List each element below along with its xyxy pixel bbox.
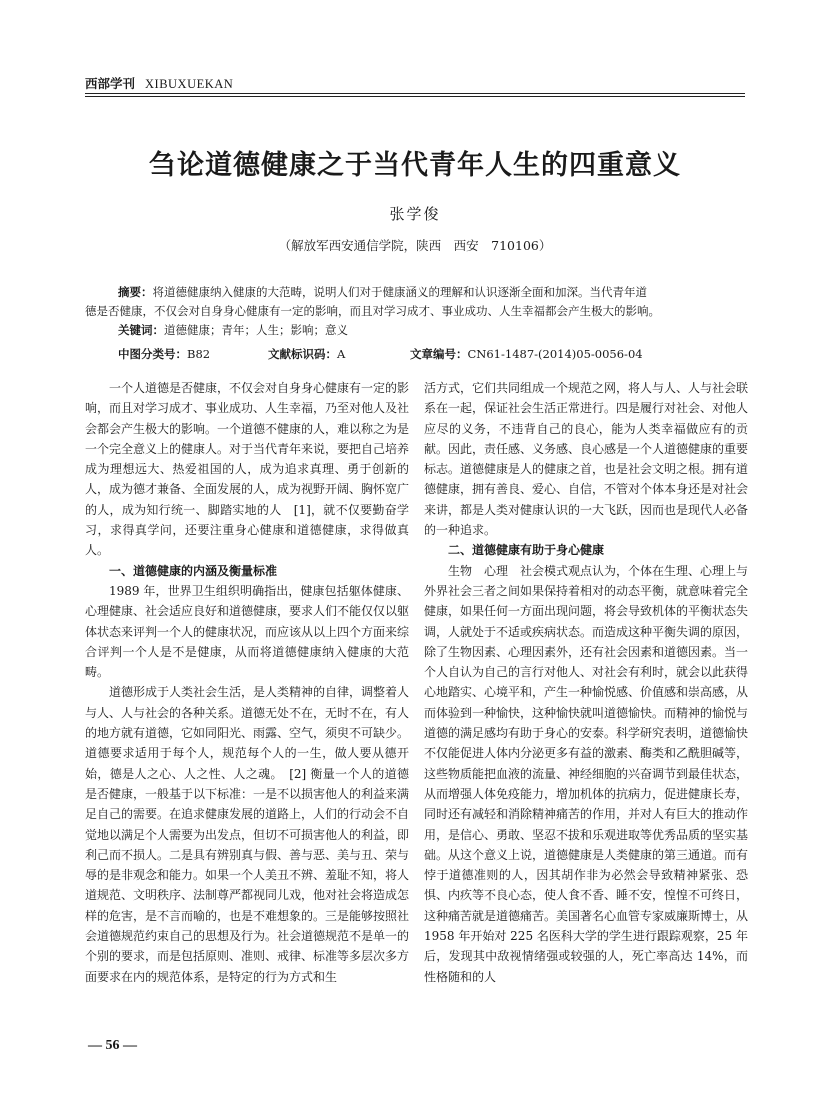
body-paragraph: 活方式，它们共同组成一个规范之网，将人与人、人与社会联系在一起，保证社会生活正常进行。四是履行对社会、对他人应尽的义务，不违背自己的良心，能为人类幸福做应有的贡献。因此，责任感、义务感、良心感是一个人道德健康的重要标志。道德健康是人的健康之首，也是社会文明之根。拥有道德健康，拥有善良、爱心、自信，不管对个体本身还是对社会来讲，都是人类对健康认识的一大飞跃，因而也是现代人必备的一种追求。 xyxy=(424,381,749,538)
article-number-value: CN61-1487-(2014)05-0056-04 xyxy=(467,347,643,361)
body-paragraph: 1989 年，世界卫生组织明确指出，健康包括躯体健康、心理健康、社会适应良好和道德健康，要求人们不能仅仅以躯体状态来评判一个人的健康状况，而应该从以上四个方面来综合评判一个人是不是健康，从而将道德健康纳入健康的大范畴。 xyxy=(85,583,410,680)
article-number-label: 文章编号： xyxy=(410,347,468,361)
page-number: — 56 — xyxy=(88,1038,137,1053)
right-column xyxy=(424,378,748,987)
author-affiliation: （解放军西安通信学院，陕西 西安 710106） xyxy=(278,238,552,253)
clc-number xyxy=(118,346,210,362)
document-code xyxy=(268,346,345,362)
abstract-text-2: 德是否健康，不仅会对自身身心健康有一定的影响，而且对学习成才、事业成功、人生幸福都会产生极大的影响。 xyxy=(85,304,660,318)
abstract-text-1: 将道德健康纳入健康的大范畴，说明人们对于健康涵义的理解和认识逐渐全面和加深。当代青年道 xyxy=(152,285,647,299)
doc-code-value: A xyxy=(337,347,346,361)
section-heading-2: 二、道德健康有助于身心健康 xyxy=(448,543,605,558)
body-paragraph: 生物 心理 社会模式观点认为，个体在生理、心理上与外界社会三者之间如果保持着相对的动态平衡，就意味着完全健康，如果任何一方面出现问题，将会导致机体的平衡状态失调，人就处于不适或疾病状态。而造成这种平衡失调的原因，除了生物因素、心理因素外，还有社会因素和道德因素。当一个人自认为自己的言行对他人、对社会有利时，就会以此获得心地踏实、心境平和，产生一种愉悦感、价值感和崇高感，从而体验到一种愉快，这种愉快就叫道德愉快。而精神的愉悦与道德的满足感均有助于身心的安泰。科学研究表明，道德愉快不仅能促进人体内分泌更多有益的激素、酶类和乙酰胆碱等，这些物质能把血液的流量、神经细胞的兴奋调节到最佳状态，从而增强人体免疫能力，增加机体的抗病力，促进健康长寿，同时还有减轻和消除精神痛苦的作用，并对人有巨大的推动作用，是信心、勇敢、坚忍不拔和乐观进取等优秀品质的坚实基础。从这个意义上说，道德健康是人类健康的第三通道。而有悖于道德准则的人，因其胡作非为必然会导致精神紧张、恐惧、内疚等不良心态，使人食不香、睡不安，惶惶不可终日，这种痛苦就是道德痛苦。美国著名心血管专家威廉斯博士，从 1958 年开始对 225 名医科大学的学生进行跟踪观察，25 年后，发现其中敌视情绪强或较强的人，死亡率高达 14%，而性格随和的人 xyxy=(424,563,749,984)
article-number xyxy=(410,346,643,362)
clc-label: 中图分类号： xyxy=(118,347,187,361)
keywords-label: 关键词： xyxy=(118,323,164,337)
keywords-text: 道德健康；青年；人生；影响；意义 xyxy=(164,323,348,337)
journal-name: 西部学刊 xyxy=(85,76,136,91)
article-author: 张学俊 xyxy=(389,205,441,223)
body-paragraph: 道德形成于人类社会生活，是人类精神的自律，调整着人与人、人与社会的各种关系。道德无处不在，无时不在，有人的地方就有道德，它如同阳光、雨露、空气，须臾不可缺少。道德要求适用于每个人，规范每个人的一生，做人要从德开始，德是人之心、人之性、人之魂。 [2] 衡量一个人的道德是否健康，一般基于以下标准：一是不以损害他人的利益来满足自己的需要。在追求健康发展的道路上，人们的行动会不自觉地以满足个人需要为出发点，但切不可损害他人的利益，即利己而不损人。二是具有辨别真与假、善与恶、美与丑、荣与辱的是非观念和能力。如果一个人美丑不辨、羞耻不知，将人道规范、文明秩序、法制尊严都视同儿戏，他对社会将造成怎样的危害，是不言而喻的，也是不难想象的。三是能够按照社会道德规范约束自己的思想及行为。社会道德规范不是单一的个别的要求，而是包括原则、准则、戒律、标准等多层次多方面要求在内的规范体系，是特定的行为方式和生 xyxy=(85,685,410,984)
abstract-label: 摘要： xyxy=(118,285,153,299)
abstract-block xyxy=(85,283,730,340)
journal-header xyxy=(85,74,745,92)
header-rule-bottom xyxy=(85,96,745,97)
header-rule-top xyxy=(85,93,745,94)
section-heading-1: 一、道德健康的内涵及衡量标准 xyxy=(109,563,278,578)
journal-pinyin: XIBUXUEKAN xyxy=(145,77,234,91)
doc-code-label: 文献标识码： xyxy=(268,347,337,361)
intro-paragraph: 一个人道德是否健康，不仅会对自身身心健康有一定的影响，而且对学习成才、事业成功、人生幸福，乃至对他人及社会都会产生极大的影响。一个道德不健康的人，难以称之为是一个完全意义上的健康人。对于当代青年来说，要把自己培养 成为理想远大、热爱祖国的人，成为追求真理、勇于创新的人，成为德才兼备、全面发展的人，成为视野开阔、胸怀宽广的人，成为知行统一、脚踏实地的人 [1]，就不仅要勤奋学习，求得真学问，还要注重身心健康和道德健康，求得做真人。 xyxy=(85,381,422,558)
clc-value: B82 xyxy=(187,347,211,361)
article-title: 刍论道德健康之于当代青年人生的四重意义 xyxy=(149,150,681,181)
left-column xyxy=(85,378,422,987)
